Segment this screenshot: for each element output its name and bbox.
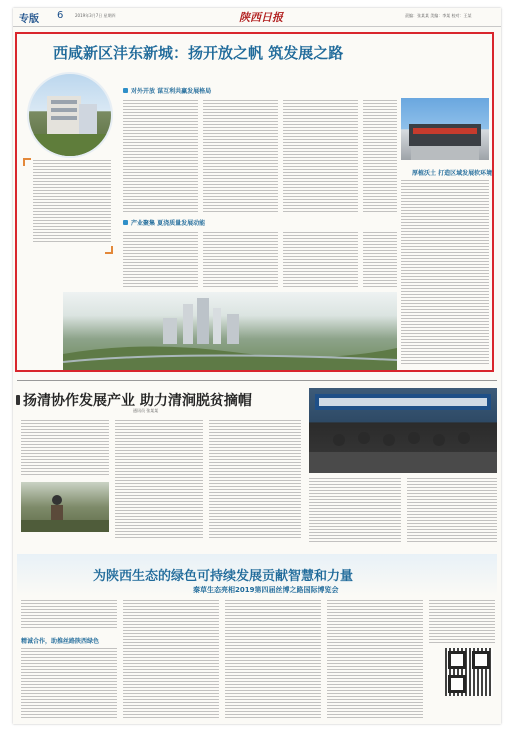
article-col-7 (283, 232, 358, 288)
feature-round-photo (27, 72, 113, 158)
aerial-photo-art (63, 292, 397, 370)
subhead-bullet-2 (123, 220, 128, 225)
subhead-environment: 厚植沃土 打造区域发展软环境 (412, 170, 493, 177)
article-col-4 (363, 100, 397, 212)
feature-photo-right (401, 98, 489, 160)
edition-label: 专版 (19, 14, 39, 25)
issue-date: 2019年3月7日 星期四 (75, 13, 116, 18)
qr-finder-top-right (472, 651, 490, 669)
section2-text-1 (21, 420, 109, 476)
lead-quote-text (33, 160, 111, 244)
section2-byline: 通讯员 张某某 (133, 408, 159, 413)
masthead (13, 8, 501, 27)
building-photo-art (401, 98, 489, 160)
section3-col-2 (123, 600, 219, 720)
section2-headline: 扬清协作发展产业 助力清涧脱贫摘帽 (23, 393, 252, 409)
newspaper-logo: 陕西日报 (239, 11, 283, 24)
section3-headline: 为陕西生态的绿色可持续发展贡献智慧和力量 (93, 569, 354, 584)
qr-code (445, 648, 493, 696)
editor-credits: 责编：张某某 美编：李某 校对：王某 (405, 13, 472, 18)
subhead-bullet (123, 88, 128, 93)
section3-col-3 (225, 600, 321, 720)
quote-bracket-end (105, 246, 113, 254)
section3-col-4 (327, 600, 423, 720)
qr-finder-top-left (448, 651, 466, 669)
article-col-6 (203, 232, 278, 288)
section3-subhead: 精诚合作，助推丝路陕西绿色 (21, 638, 100, 645)
article-col-3 (283, 100, 358, 212)
meeting-photo-art (309, 388, 497, 473)
section2-marker (16, 395, 20, 405)
section3-subheadline: 秦草生态亮相2019第四届丝博之路国际博览会 (193, 586, 339, 594)
section3-col-1 (21, 648, 117, 720)
quote-bracket (23, 158, 31, 166)
feature-round-photo-art (29, 74, 111, 156)
aerial-city-photo (63, 292, 397, 370)
article-col-right (401, 180, 489, 366)
section-divider (17, 380, 497, 381)
subhead-open: 对外开放 谋互利共赢发展格局 (131, 88, 212, 95)
newspaper-page (13, 8, 501, 724)
article-col-5 (123, 232, 198, 288)
section2-text-3 (209, 420, 301, 540)
subhead-industry: 产业聚集 夏浇质量发展动能 (131, 220, 206, 227)
section2-photo (309, 388, 497, 473)
section3-col-5 (429, 600, 495, 644)
section2-field-photo (21, 482, 109, 532)
page-number: 6 (57, 10, 64, 21)
section2-text-2 (115, 420, 203, 540)
section2-text-4 (309, 478, 401, 544)
article-col-1 (123, 100, 198, 212)
section3-lead (21, 600, 117, 630)
article-col-2 (203, 100, 278, 212)
qr-finder-bottom-left (448, 675, 466, 693)
section2-text-5 (407, 478, 497, 544)
field-photo-art (21, 482, 109, 532)
feature-headline: 西咸新区沣东新城：扬开放之帆 筑发展之路 (53, 44, 344, 62)
article-col-8 (363, 232, 397, 288)
